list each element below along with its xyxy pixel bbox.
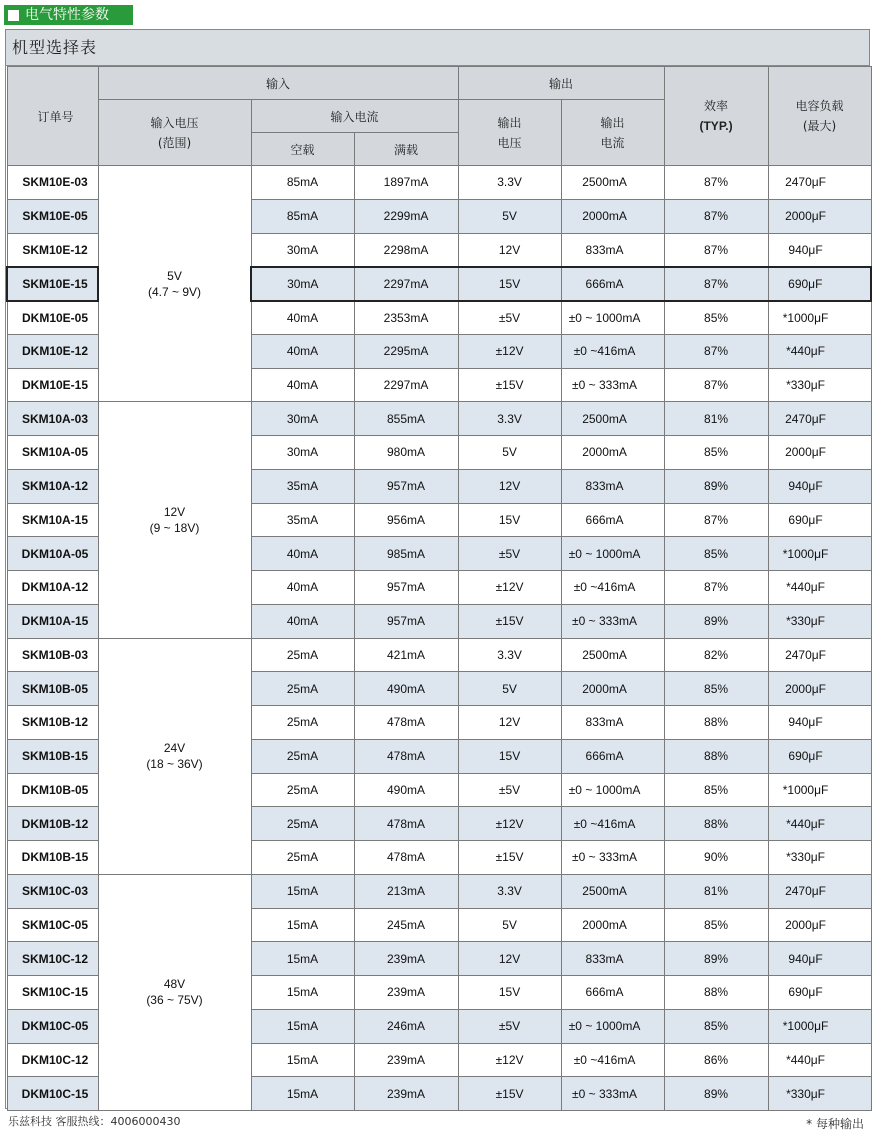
- header-capacitance-sub: (最大): [802, 119, 837, 133]
- output-voltage-cell: 12V: [458, 233, 561, 267]
- idle-current-cell: 25mA: [251, 739, 354, 773]
- model-cell: SKM10E-12: [7, 233, 98, 267]
- output-current-cell: ±0 ~ 1000mA: [561, 773, 664, 807]
- efficiency-cell: 90%: [664, 841, 768, 875]
- efficiency-cell: 81%: [664, 402, 768, 436]
- input-voltage-cell: [98, 166, 251, 402]
- efficiency-cell: 85%: [664, 1009, 768, 1043]
- output-current-cell: ±0 ~416mA: [561, 571, 664, 605]
- model-cell: DKM10A-12: [7, 571, 98, 605]
- efficiency-cell: 87%: [664, 166, 768, 200]
- output-current-cell: 2000mA: [561, 199, 664, 233]
- input-voltage-cell: [98, 638, 251, 874]
- capacitance-cell: *440μF: [768, 807, 871, 841]
- output-current-cell: ±0 ~ 1000mA: [561, 301, 664, 335]
- efficiency-cell: 87%: [664, 267, 768, 301]
- output-voltage-cell: 5V: [458, 436, 561, 470]
- table-row: [7, 638, 871, 672]
- efficiency-cell: 87%: [664, 368, 768, 402]
- full-load-current-cell: 855mA: [354, 402, 458, 436]
- output-voltage-cell: 15V: [458, 267, 561, 301]
- idle-current-cell: 15mA: [251, 1043, 354, 1077]
- output-voltage-cell: 12V: [458, 942, 561, 976]
- output-current-cell: 2000mA: [561, 908, 664, 942]
- table-title: 机型选择表: [6, 30, 869, 66]
- capacitance-cell: 940μF: [768, 469, 871, 503]
- header-full-load: 满载: [354, 133, 458, 166]
- header-output-current-line1: 输出: [600, 115, 625, 130]
- full-load-current-cell: 478mA: [354, 706, 458, 740]
- idle-current-cell: 15mA: [251, 874, 354, 908]
- output-current-cell: 666mA: [561, 976, 664, 1010]
- footer-hotline: 乐兹科技 客服热线：4006000430: [8, 1115, 181, 1128]
- output-voltage-cell: 3.3V: [458, 402, 561, 436]
- idle-current-cell: 15mA: [251, 908, 354, 942]
- full-load-current-cell: 2297mA: [354, 267, 458, 301]
- output-voltage-cell: ±5V: [458, 1009, 561, 1043]
- input-voltage-value: 24V: [163, 741, 186, 756]
- output-voltage-cell: ±15V: [458, 368, 561, 402]
- efficiency-cell: 86%: [664, 1043, 768, 1077]
- output-current-cell: 833mA: [561, 706, 664, 740]
- idle-current-cell: 30mA: [251, 233, 354, 267]
- header-efficiency-label: 效率: [704, 99, 729, 113]
- output-voltage-cell: 12V: [458, 706, 561, 740]
- header-input-voltage-label: 输入电压: [150, 115, 199, 130]
- output-current-cell: 833mA: [561, 469, 664, 503]
- capacitance-cell: 2470μF: [768, 874, 871, 908]
- output-current-cell: ±0 ~ 333mA: [561, 1077, 664, 1111]
- efficiency-cell: 81%: [664, 874, 768, 908]
- capacitance-cell: *330μF: [768, 1077, 871, 1111]
- capacitance-cell: 2470μF: [768, 402, 871, 436]
- full-load-current-cell: 478mA: [354, 841, 458, 875]
- capacitance-cell: 2470μF: [768, 166, 871, 200]
- idle-current-cell: 15mA: [251, 1009, 354, 1043]
- efficiency-cell: 85%: [664, 301, 768, 335]
- section-tag: [4, 5, 133, 25]
- full-load-current-cell: 957mA: [354, 469, 458, 503]
- output-current-cell: 833mA: [561, 233, 664, 267]
- model-cell: DKM10A-15: [7, 604, 98, 638]
- footer-note: * 每种输出: [806, 1117, 864, 1130]
- capacitance-cell: *1000μF: [768, 773, 871, 807]
- header-output: 输出: [458, 67, 664, 100]
- output-current-cell: 2500mA: [561, 638, 664, 672]
- model-cell: DKM10B-12: [7, 807, 98, 841]
- output-current-cell: 2500mA: [561, 874, 664, 908]
- output-voltage-cell: 5V: [458, 908, 561, 942]
- full-load-current-cell: 2353mA: [354, 301, 458, 335]
- efficiency-cell: 85%: [664, 773, 768, 807]
- efficiency-cell: 85%: [664, 672, 768, 706]
- capacitance-cell: 940μF: [768, 942, 871, 976]
- output-voltage-cell: ±5V: [458, 773, 561, 807]
- header-output-voltage-line1: 输出: [497, 115, 522, 130]
- header-input: 输入: [98, 67, 458, 100]
- model-cell: SKM10C-12: [7, 942, 98, 976]
- efficiency-cell: 85%: [664, 436, 768, 470]
- model-cell: DKM10C-15: [7, 1077, 98, 1111]
- efficiency-cell: 89%: [664, 604, 768, 638]
- capacitance-cell: *1000μF: [768, 301, 871, 335]
- capacitance-cell: *440μF: [768, 334, 871, 368]
- idle-current-cell: 15mA: [251, 1077, 354, 1111]
- capacitance-cell: 940μF: [768, 233, 871, 267]
- full-load-current-cell: 478mA: [354, 739, 458, 773]
- capacitance-cell: 2470μF: [768, 638, 871, 672]
- idle-current-cell: 40mA: [251, 537, 354, 571]
- header-output-current: [561, 100, 664, 166]
- output-voltage-cell: ±12V: [458, 571, 561, 605]
- header-capacitance-label: 电容负载: [795, 99, 844, 113]
- header-output-voltage: [458, 100, 561, 166]
- header-input-current: 输入电流: [251, 100, 458, 133]
- output-voltage-cell: ±12V: [458, 1043, 561, 1077]
- capacitance-cell: *1000μF: [768, 1009, 871, 1043]
- table-body: [7, 166, 871, 1111]
- idle-current-cell: 40mA: [251, 604, 354, 638]
- capacitance-cell: *330μF: [768, 841, 871, 875]
- model-cell: DKM10C-12: [7, 1043, 98, 1077]
- output-current-cell: ±0 ~ 333mA: [561, 841, 664, 875]
- full-load-current-cell: 957mA: [354, 604, 458, 638]
- model-cell: SKM10A-15: [7, 503, 98, 537]
- efficiency-cell: 82%: [664, 638, 768, 672]
- efficiency-cell: 87%: [664, 199, 768, 233]
- output-current-cell: 2000mA: [561, 672, 664, 706]
- table-row: [7, 874, 871, 908]
- model-cell: DKM10B-15: [7, 841, 98, 875]
- input-voltage-value: 5V: [167, 268, 182, 283]
- capacitance-cell: 940μF: [768, 706, 871, 740]
- idle-current-cell: 40mA: [251, 368, 354, 402]
- full-load-current-cell: 213mA: [354, 874, 458, 908]
- output-current-cell: 2500mA: [561, 166, 664, 200]
- input-voltage-range: (9 ~ 18V): [149, 520, 200, 535]
- model-cell: SKM10B-03: [7, 638, 98, 672]
- header-output-voltage-line2: 电压: [497, 135, 522, 150]
- header-input-voltage-sub: (范围): [157, 135, 192, 150]
- model-cell: DKM10E-12: [7, 334, 98, 368]
- capacitance-cell: 2000μF: [768, 672, 871, 706]
- efficiency-cell: 87%: [664, 334, 768, 368]
- full-load-current-cell: 246mA: [354, 1009, 458, 1043]
- efficiency-cell: 87%: [664, 233, 768, 267]
- output-voltage-cell: ±5V: [458, 301, 561, 335]
- output-current-cell: 2000mA: [561, 436, 664, 470]
- input-voltage-cell: [98, 402, 251, 638]
- output-current-cell: 666mA: [561, 503, 664, 537]
- idle-current-cell: 25mA: [251, 807, 354, 841]
- model-cell: SKM10E-03: [7, 166, 98, 200]
- output-voltage-cell: 12V: [458, 469, 561, 503]
- efficiency-cell: 89%: [664, 469, 768, 503]
- model-cell: SKM10B-12: [7, 706, 98, 740]
- model-cell: SKM10C-03: [7, 874, 98, 908]
- capacitance-cell: 2000μF: [768, 908, 871, 942]
- full-load-current-cell: 2297mA: [354, 368, 458, 402]
- idle-current-cell: 25mA: [251, 672, 354, 706]
- idle-current-cell: 30mA: [251, 402, 354, 436]
- header-output-current-line2: 电流: [600, 135, 625, 150]
- output-voltage-cell: 3.3V: [458, 638, 561, 672]
- idle-current-cell: 25mA: [251, 638, 354, 672]
- model-cell: SKM10B-15: [7, 739, 98, 773]
- output-voltage-cell: 15V: [458, 976, 561, 1010]
- model-cell: DKM10A-05: [7, 537, 98, 571]
- capacitance-cell: 690μF: [768, 267, 871, 301]
- idle-current-cell: 40mA: [251, 334, 354, 368]
- input-voltage-value: 48V: [163, 977, 186, 992]
- full-load-current-cell: 490mA: [354, 773, 458, 807]
- output-current-cell: 833mA: [561, 942, 664, 976]
- table-row: [7, 166, 871, 200]
- output-voltage-cell: ±12V: [458, 807, 561, 841]
- output-voltage-cell: ±15V: [458, 1077, 561, 1111]
- capacitance-cell: *330μF: [768, 604, 871, 638]
- input-voltage-range: (18 ~ 36V): [146, 757, 203, 772]
- idle-current-cell: 25mA: [251, 773, 354, 807]
- idle-current-cell: 40mA: [251, 571, 354, 605]
- model-cell: SKM10A-03: [7, 402, 98, 436]
- output-voltage-cell: ±12V: [458, 334, 561, 368]
- capacitance-cell: 2000μF: [768, 199, 871, 233]
- efficiency-cell: 85%: [664, 908, 768, 942]
- output-current-cell: 666mA: [561, 267, 664, 301]
- model-cell: DKM10E-15: [7, 368, 98, 402]
- table-row: [7, 402, 871, 436]
- model-cell: SKM10A-05: [7, 436, 98, 470]
- model-cell: SKM10E-05: [7, 199, 98, 233]
- output-current-cell: ±0 ~ 1000mA: [561, 1009, 664, 1043]
- model-cell: SKM10C-05: [7, 908, 98, 942]
- idle-current-cell: 15mA: [251, 976, 354, 1010]
- output-voltage-cell: 15V: [458, 503, 561, 537]
- output-current-cell: ±0 ~416mA: [561, 807, 664, 841]
- output-voltage-cell: 5V: [458, 199, 561, 233]
- output-current-cell: ±0 ~ 333mA: [561, 604, 664, 638]
- input-voltage-range: (4.7 ~ 9V): [147, 284, 202, 299]
- capacitance-cell: *440μF: [768, 571, 871, 605]
- output-current-cell: 666mA: [561, 739, 664, 773]
- efficiency-cell: 87%: [664, 571, 768, 605]
- output-current-cell: ±0 ~416mA: [561, 334, 664, 368]
- idle-current-cell: 15mA: [251, 942, 354, 976]
- header-order: 订单号: [7, 67, 98, 166]
- section-tag-label: 电气特性参数: [25, 7, 109, 23]
- capacitance-cell: 690μF: [768, 739, 871, 773]
- output-voltage-cell: ±15V: [458, 604, 561, 638]
- capacitance-cell: 690μF: [768, 503, 871, 537]
- full-load-current-cell: 1897mA: [354, 166, 458, 200]
- idle-current-cell: 25mA: [251, 841, 354, 875]
- full-load-current-cell: 2299mA: [354, 199, 458, 233]
- full-load-current-cell: 239mA: [354, 976, 458, 1010]
- full-load-current-cell: 239mA: [354, 1043, 458, 1077]
- full-load-current-cell: 421mA: [354, 638, 458, 672]
- selection-table-frame: [5, 29, 870, 1109]
- full-load-current-cell: 478mA: [354, 807, 458, 841]
- model-cell: DKM10B-05: [7, 773, 98, 807]
- full-load-current-cell: 985mA: [354, 537, 458, 571]
- efficiency-cell: 88%: [664, 706, 768, 740]
- idle-current-cell: 35mA: [251, 469, 354, 503]
- capacitance-cell: *330μF: [768, 368, 871, 402]
- output-current-cell: ±0 ~ 333mA: [561, 368, 664, 402]
- model-cell: DKM10C-05: [7, 1009, 98, 1043]
- input-voltage-range: (36 ~ 75V): [146, 993, 203, 1008]
- output-voltage-cell: 3.3V: [458, 874, 561, 908]
- output-voltage-cell: ±15V: [458, 841, 561, 875]
- header-efficiency: [664, 67, 768, 166]
- full-load-current-cell: 980mA: [354, 436, 458, 470]
- input-voltage-value: 12V: [163, 504, 186, 519]
- capacitance-cell: 2000μF: [768, 436, 871, 470]
- efficiency-cell: 87%: [664, 503, 768, 537]
- header-efficiency-sub: (TYP.): [699, 119, 733, 133]
- full-load-current-cell: 490mA: [354, 672, 458, 706]
- efficiency-cell: 88%: [664, 739, 768, 773]
- full-load-current-cell: 239mA: [354, 1077, 458, 1111]
- full-load-current-cell: 239mA: [354, 942, 458, 976]
- idle-current-cell: 25mA: [251, 706, 354, 740]
- full-load-current-cell: 957mA: [354, 571, 458, 605]
- input-voltage-cell: [98, 874, 251, 1110]
- header-input-voltage: [98, 100, 251, 166]
- output-current-cell: ±0 ~416mA: [561, 1043, 664, 1077]
- idle-current-cell: 85mA: [251, 166, 354, 200]
- efficiency-cell: 89%: [664, 1077, 768, 1111]
- efficiency-cell: 89%: [664, 942, 768, 976]
- full-load-current-cell: 2295mA: [354, 334, 458, 368]
- efficiency-cell: 85%: [664, 537, 768, 571]
- idle-current-cell: 30mA: [251, 267, 354, 301]
- capacitance-cell: *440μF: [768, 1043, 871, 1077]
- full-load-current-cell: 956mA: [354, 503, 458, 537]
- output-voltage-cell: 5V: [458, 672, 561, 706]
- capacitance-cell: 690μF: [768, 976, 871, 1010]
- full-load-current-cell: 2298mA: [354, 233, 458, 267]
- output-voltage-cell: 3.3V: [458, 166, 561, 200]
- model-cell: SKM10B-05: [7, 672, 98, 706]
- output-current-cell: ±0 ~ 1000mA: [561, 537, 664, 571]
- efficiency-cell: 88%: [664, 976, 768, 1010]
- idle-current-cell: 35mA: [251, 503, 354, 537]
- output-current-cell: 2500mA: [561, 402, 664, 436]
- square-icon: [8, 10, 19, 21]
- model-selection-table: [6, 66, 872, 1111]
- model-cell: SKM10A-12: [7, 469, 98, 503]
- efficiency-cell: 88%: [664, 807, 768, 841]
- capacitance-cell: *1000μF: [768, 537, 871, 571]
- idle-current-cell: 30mA: [251, 436, 354, 470]
- model-cell: DKM10E-05: [7, 301, 98, 335]
- idle-current-cell: 85mA: [251, 199, 354, 233]
- model-cell: SKM10E-15: [7, 267, 98, 301]
- output-voltage-cell: 15V: [458, 739, 561, 773]
- header-capacitance: [768, 67, 871, 166]
- header-idle: 空载: [251, 133, 354, 166]
- output-voltage-cell: ±5V: [458, 537, 561, 571]
- model-cell: SKM10C-15: [7, 976, 98, 1010]
- idle-current-cell: 40mA: [251, 301, 354, 335]
- full-load-current-cell: 245mA: [354, 908, 458, 942]
